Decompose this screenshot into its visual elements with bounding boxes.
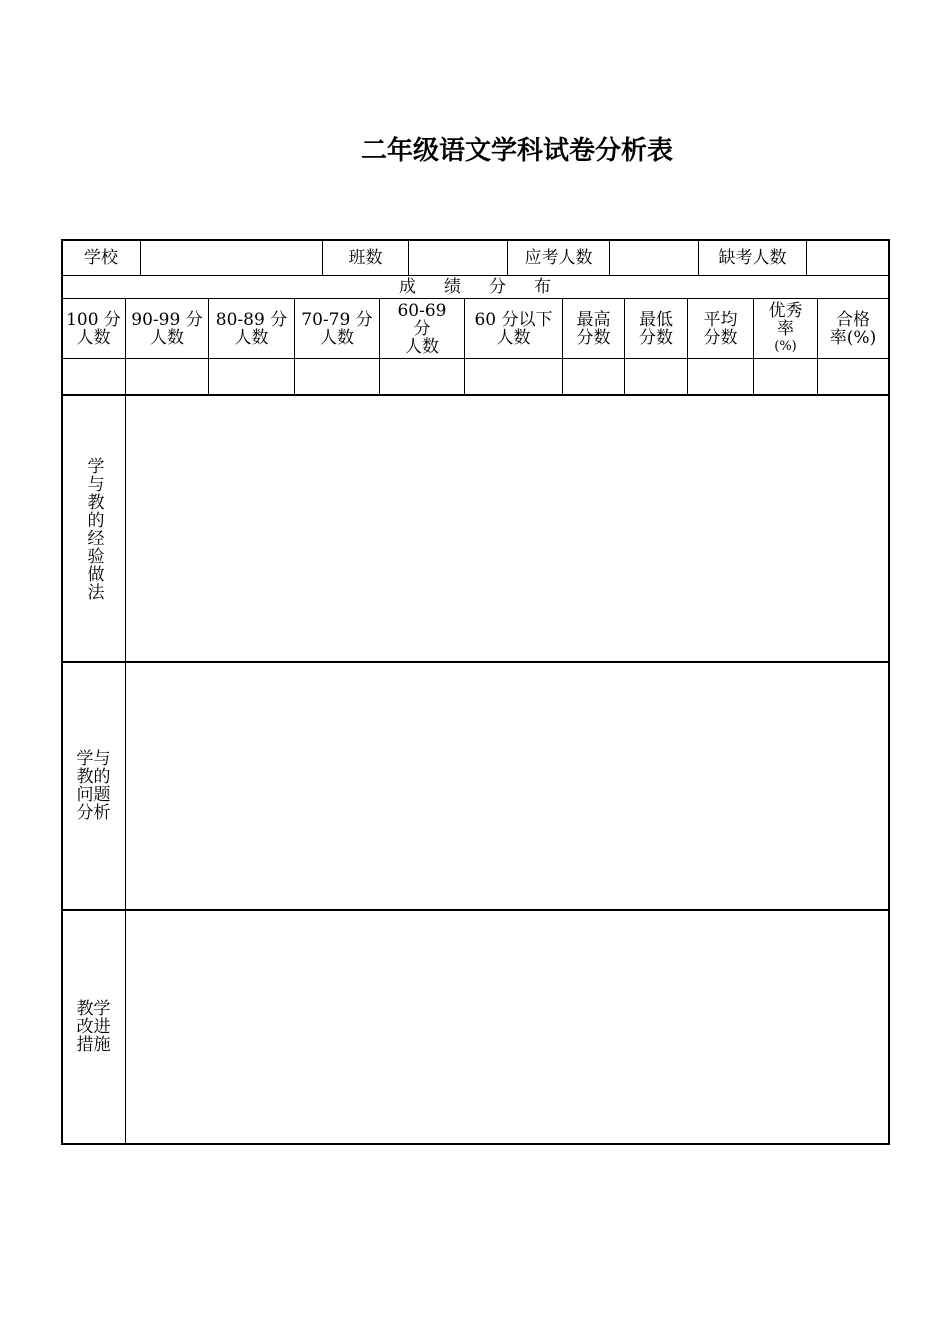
column-header-lowest: 最低 分数 [639,309,673,348]
value-cell[interactable] [754,359,817,394]
value-cell[interactable] [62,359,125,394]
section-label-experience-text: 学与教的经验做法 [83,456,104,601]
table-line [888,239,890,1145]
value-cell[interactable] [688,359,753,394]
value-cell[interactable] [818,359,888,394]
section-label-experience [62,396,125,661]
class-field[interactable] [409,240,507,275]
section-content-improvements[interactable] [126,911,888,1143]
excellent-rate-label: 优秀 率 [768,300,803,339]
column-header-100: 100 分 人数 [66,309,121,348]
absent-count-field[interactable] [807,240,888,275]
absent-count-label: 缺考人数 [718,247,787,268]
table-line [61,1143,890,1145]
column-header-pass-rate: 合格 率(%) [829,309,877,348]
value-cell[interactable] [295,359,379,394]
expected-count-label: 应考人数 [524,247,593,268]
column-header-90-99: 90-99 分 人数 [131,309,203,348]
value-cell[interactable] [126,359,208,394]
expected-count-field[interactable] [610,240,698,275]
value-cell[interactable] [465,359,562,394]
page-title: 二年级语文学科试卷分析表 [360,136,673,166]
column-header-80-89: 80-89 分 人数 [215,309,288,348]
school-field[interactable] [141,240,322,275]
value-cell[interactable] [563,359,624,394]
section-label-problems: 学与 教的 问题 分析 [76,749,111,823]
class-label: 班数 [348,247,383,268]
section-content-problems[interactable] [126,663,888,909]
column-header-excellent-rate [754,299,817,358]
section-content-experience[interactable] [126,396,888,661]
school-label: 学校 [84,247,118,268]
distribution-title: 成绩分布 [399,277,579,297]
excellent-rate-unit: (%) [774,338,797,354]
column-header-highest: 最高 分数 [576,309,611,348]
column-header-below-60: 60 分以下 人数 [474,309,553,348]
section-label-improvements: 教学 改进 措施 [76,999,111,1055]
column-header-70-79: 70-79 分 人数 [301,309,373,348]
value-cell[interactable] [625,359,687,394]
column-header-average: 平均 分数 [703,309,738,348]
column-header-60-69: 60-69 分 人数 [397,300,447,357]
value-cell[interactable] [380,359,464,394]
value-cell[interactable] [209,359,294,394]
